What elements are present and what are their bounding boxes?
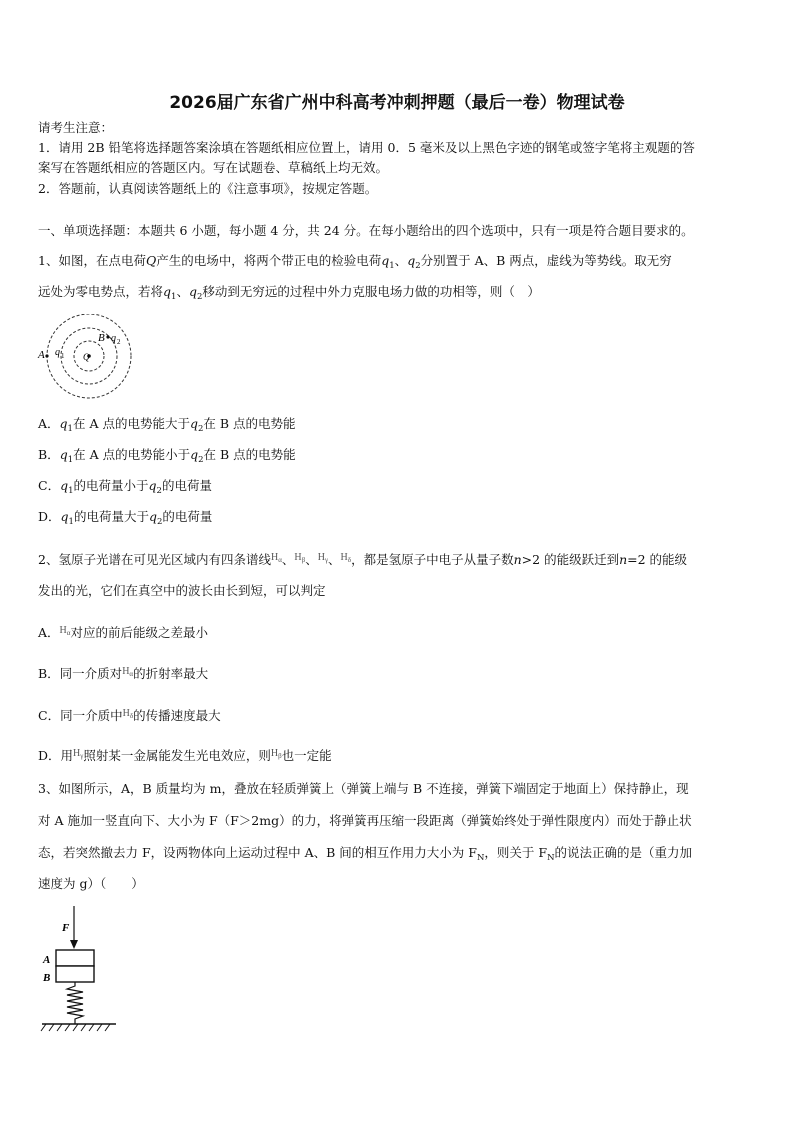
q1-line-1: 1、如图，在点电荷Q产生的电场中，将两个带正电的检验电荷$q_1$、$q_2$分别置于 A、B 两点，虚线为等势线。取无穷 xyxy=(38,253,672,271)
fig-label-B: B xyxy=(43,972,51,984)
q1-figure-equipotential-lines xyxy=(34,314,139,404)
notice-item-2: 2．答题前，认真阅读答题纸上的《注意事项》，按规定答题。 xyxy=(38,181,378,196)
q3-line-3: 态，若突然撤去力 F，设两物体向上运动过程中 A、B 间的相互作用力大小为 $F_N$，则关于 $F_N$的说法正确的是（重力加 xyxy=(38,845,693,863)
fig-label-q2-sub: 2 xyxy=(117,338,121,346)
q2-option-b: B．同一介质对$^{H_\alpha}$的折射率最大 xyxy=(38,666,209,681)
q2-option-d: D．用$^{H_\gamma}$照射某一金属能发生光电效应，则$^{H_\beta}$也一定能 xyxy=(38,748,332,763)
fig-label-F: F xyxy=(62,922,70,934)
fig-label-q1-sub: 1 xyxy=(61,352,65,360)
q2-option-a: A．$^{H_\alpha}$对应的前后能级之差最小 xyxy=(38,625,208,640)
q1-line-2: 远处为零电势点，若将$q_1$、$q_2$移动到无穷远的过程中外力克服电场力做的功相等，则（ ） xyxy=(38,284,540,302)
q2-line-1: 2、氢原子光谱在可见光区域内有四条谱线$^{H_\alpha}$、$^{H_\beta}$、$^{H_\gamma}$、$^{H_\delta}$，都是氢原子中电子从量子数n>2 的能级跃迁到n=2 的能级 xyxy=(38,552,688,567)
fig-label-A: A xyxy=(43,954,51,966)
q1-option-a: A．$q_1$在 A 点的电势能大于$q_2$在 B 点的电势能 xyxy=(38,416,296,434)
fig-label-A: A xyxy=(38,349,45,361)
notice-heading: 请考生注意： xyxy=(38,120,114,135)
q1-option-c: C．$q_1$的电荷量小于$q_2$的电荷量 xyxy=(38,478,212,496)
section-1-heading: 一、单项选择题：本题共 6 小题，每小题 4 分，共 24 分。在每小题给出的四个选项中，只有一项是符合题目要求的。 xyxy=(38,223,694,238)
q3-figure-spring-blocks xyxy=(36,904,126,1034)
q1-option-d: D．$q_1$的电荷量大于$q_2$的电荷量 xyxy=(38,509,213,527)
fig-label-q1: q xyxy=(55,347,60,358)
q2-line-2: 发出的光，它们在真空中的波长由长到短，可以判定 xyxy=(38,583,326,598)
fig-label-Q: Q xyxy=(83,352,90,362)
fig-label-B: B xyxy=(98,332,105,344)
q1-option-b: B．$q_1$在 A 点的电势能小于$q_2$在 B 点的电势能 xyxy=(38,447,296,465)
notice-item-1-line-1: 1．请用 2B 铅笔将选择题答案涂填在答题纸相应位置上，请用 0．5 毫米及以上黑色字迹的钢笔或签字笔将主观题的答 xyxy=(38,140,695,155)
q3-line-1: 3、如图所示，A，B 质量均为 m，叠放在轻质弹簧上（弹簧上端与 B 不连接，弹簧下端固定于地面上）保持静止，现 xyxy=(38,781,689,796)
q3-line-2: 对 A 施加一竖直向下、大小为 F（F＞2mg）的力，将弹簧再压缩一段距离（弹簧始终处于弹性限度内）而处于静止状 xyxy=(38,813,692,828)
q2-option-c: C．同一介质中$^{H_\delta}$的传播速度最大 xyxy=(38,708,221,723)
exam-title: 2026届广东省广州中科高考冲刺押题（最后一卷）物理试卷 xyxy=(169,93,625,113)
notice-item-1-line-2: 案写在答题纸相应的答题区内。写在试题卷、草稿纸上均无效。 xyxy=(38,160,389,175)
q3-line-4: 速度为 g）（ ） xyxy=(38,876,144,891)
fig-label-q2: q xyxy=(111,333,116,344)
